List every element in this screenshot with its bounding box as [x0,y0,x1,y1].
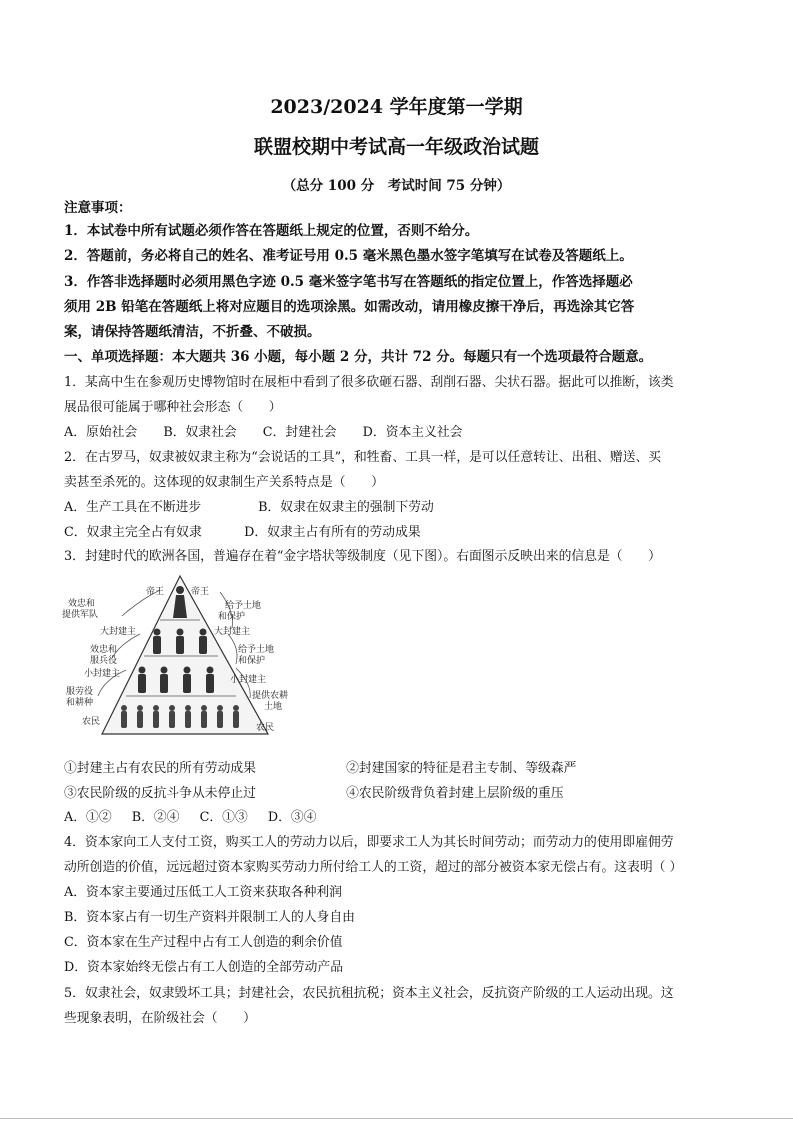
statement-4: ④农民阶级背负着封建上层阶级的重压 [346,786,564,801]
question-2-options-row2 [64,523,736,543]
question-2-stem: 2．在古罗马，奴隶被奴隶主称为“会说话的工具”，和牲畜、工具一样，是可以任意转让、出租、赠送、买 [64,450,662,465]
label-give-land-2b: 和保护 [238,656,266,666]
statement-1: ①封建主占有农民的所有劳动成果 [64,761,256,776]
notice-item: 3．作答非选择题时必须用黑色字迹 0.5 毫米签字笔书写在答题纸的指定位置上，作答选择题必 [64,274,633,290]
pyramid-diagram [60,572,300,740]
label-provide-land-1: 提供农耕 [252,691,289,701]
label-labor-farm-2: 和耕种 [66,698,94,708]
page-bottom-rule [0,1118,793,1119]
label-labor-farm-1: 服劳役 [66,687,94,697]
section-heading: 一、单项选择题：本大题共 36 小题，每小题 2 分，共计 72 分。每题只有一个选项最符合题意。 [64,349,653,365]
notice-item: 2．答题前，务必将自己的姓名、准考证号用 0.5 毫米黑色墨水签字笔填写在试卷及答题纸上。 [64,248,633,264]
pyramid-outline [102,576,268,734]
option-a: A．资本家主要通过压低工人工资来获取各种利润 [64,885,342,900]
question-5-stem: 5．奴隶社会，奴隶毁坏工具；封建社会，农民抗租抗税；资本主义社会，反抗资产阶级的工人运动出现。这 [64,986,674,1001]
feudal-pyramid-figure [60,572,300,740]
label-king-left: 帝王 [146,587,165,597]
label-provide-land-2: 土地 [264,702,283,712]
label-small-lord-left: 小封建主 [84,669,121,679]
question-1-options [64,423,736,443]
option-b: B．②④ [131,810,180,825]
label-peasant-right: 农民 [256,723,275,733]
option-c: C．封建社会 [262,425,337,440]
question-3-statements-row2 [64,784,736,804]
question-3-statements-row1 [64,759,736,779]
question-1-stem: 1．某高中生在参观历史博物馆时在展柜中看到了很多砍砸石器、刮削石器、尖状石器。据此可以推断，该类 [64,375,674,390]
exam-subtitle: 联盟校期中考试高一年级政治试题 [253,136,539,158]
option-a: A．原始社会 [64,425,138,440]
label-peasant-left: 农民 [82,717,101,727]
question-1-stem: 展品很可能属于哪种社会形态（ ） [64,400,282,415]
exam-title: 2023/2024 学年度第一学期 [270,96,523,118]
question-3-stem: 3．封建时代的欧洲各国，普遍存在着“金字塔状等级制度（见下图）。右面图示反映出来的信息是（ ） [64,549,661,564]
label-give-land-1a: 给予土地 [225,601,262,611]
label-give-land-2a: 给予土地 [238,645,275,655]
statement-2: ②封建国家的特征是君主专制、等级森严 [346,761,577,776]
label-give-land-1b: 和保护 [218,612,246,622]
option-c: C．资本家在生产过程中占有工人创造的剩余价值 [64,935,343,950]
option-c: C．①③ [199,810,248,825]
notice-heading: 注意事项： [64,200,132,216]
label-king-right: 帝王 [191,587,210,597]
exam-meta: （总分 100 分 考试时间 75 分钟） [282,178,511,194]
option-c: C．奴隶主完全占有奴隶 [64,525,202,540]
question-4-stem: 4．资本家向工人支付工资，购买工人的劳动力以后，即要求工人为其长时间劳动；而劳动力的使用即雇佣劳 [64,835,674,850]
notice-item: 须用 2B 铅笔在答题纸上将对应题目的选项涂黑。如需改动，请用橡皮擦干净后，再选涂其它答 [64,299,635,315]
option-d: D．资本主义社会 [362,425,463,440]
notice-item: 1．本试卷中所有试题必须作答在答题纸上规定的位置，否则不给分。 [64,223,479,239]
option-d: D．③④ [267,810,317,825]
question-3-options [64,808,736,828]
label-small-lord-right: 小封建主 [230,675,267,685]
option-d: D．奴隶主占有所有的劳动成果 [244,525,421,540]
question-2-stem: 卖甚至杀死的。这体现的奴隶制生产关系特点是（ ） [64,475,384,490]
option-b: B．奴隶在奴隶主的强制下劳动 [258,500,434,515]
label-great-lord-right: 大封建主 [214,627,251,637]
label-loyal-army-2: 提供军队 [62,610,99,620]
question-4-stem: 动所创造的价值，远远超过资本家购买劳动力所付给工人的工资，超过的部分被资本家无偿占有。这表明（ ） [64,860,683,875]
option-a: A．①② [64,810,112,825]
option-b: B．资本家占有一切生产资料并限制工人的人身自由 [64,910,355,925]
option-a: A．生产工具在不断进步 [64,500,202,515]
statement-3: ③农民阶级的反抗斗争从未停止过 [64,786,256,801]
notice-item: 案，请保持答题纸清洁，不折叠、不破损。 [64,324,321,340]
question-5-stem: 些现象表明，在阶级社会（ ） [64,1011,256,1026]
question-2-options-row1 [64,498,736,518]
label-loyal-army-1: 效忠和 [68,599,96,609]
option-d: D．资本家始终无偿占有工人创造的全部劳动产品 [64,960,343,975]
option-b: B．奴隶社会 [163,425,237,440]
label-loyal-service-2: 服兵役 [90,656,118,666]
label-great-lord-left: 大封建主 [100,627,137,637]
label-loyal-service-1: 效忠和 [90,645,118,655]
